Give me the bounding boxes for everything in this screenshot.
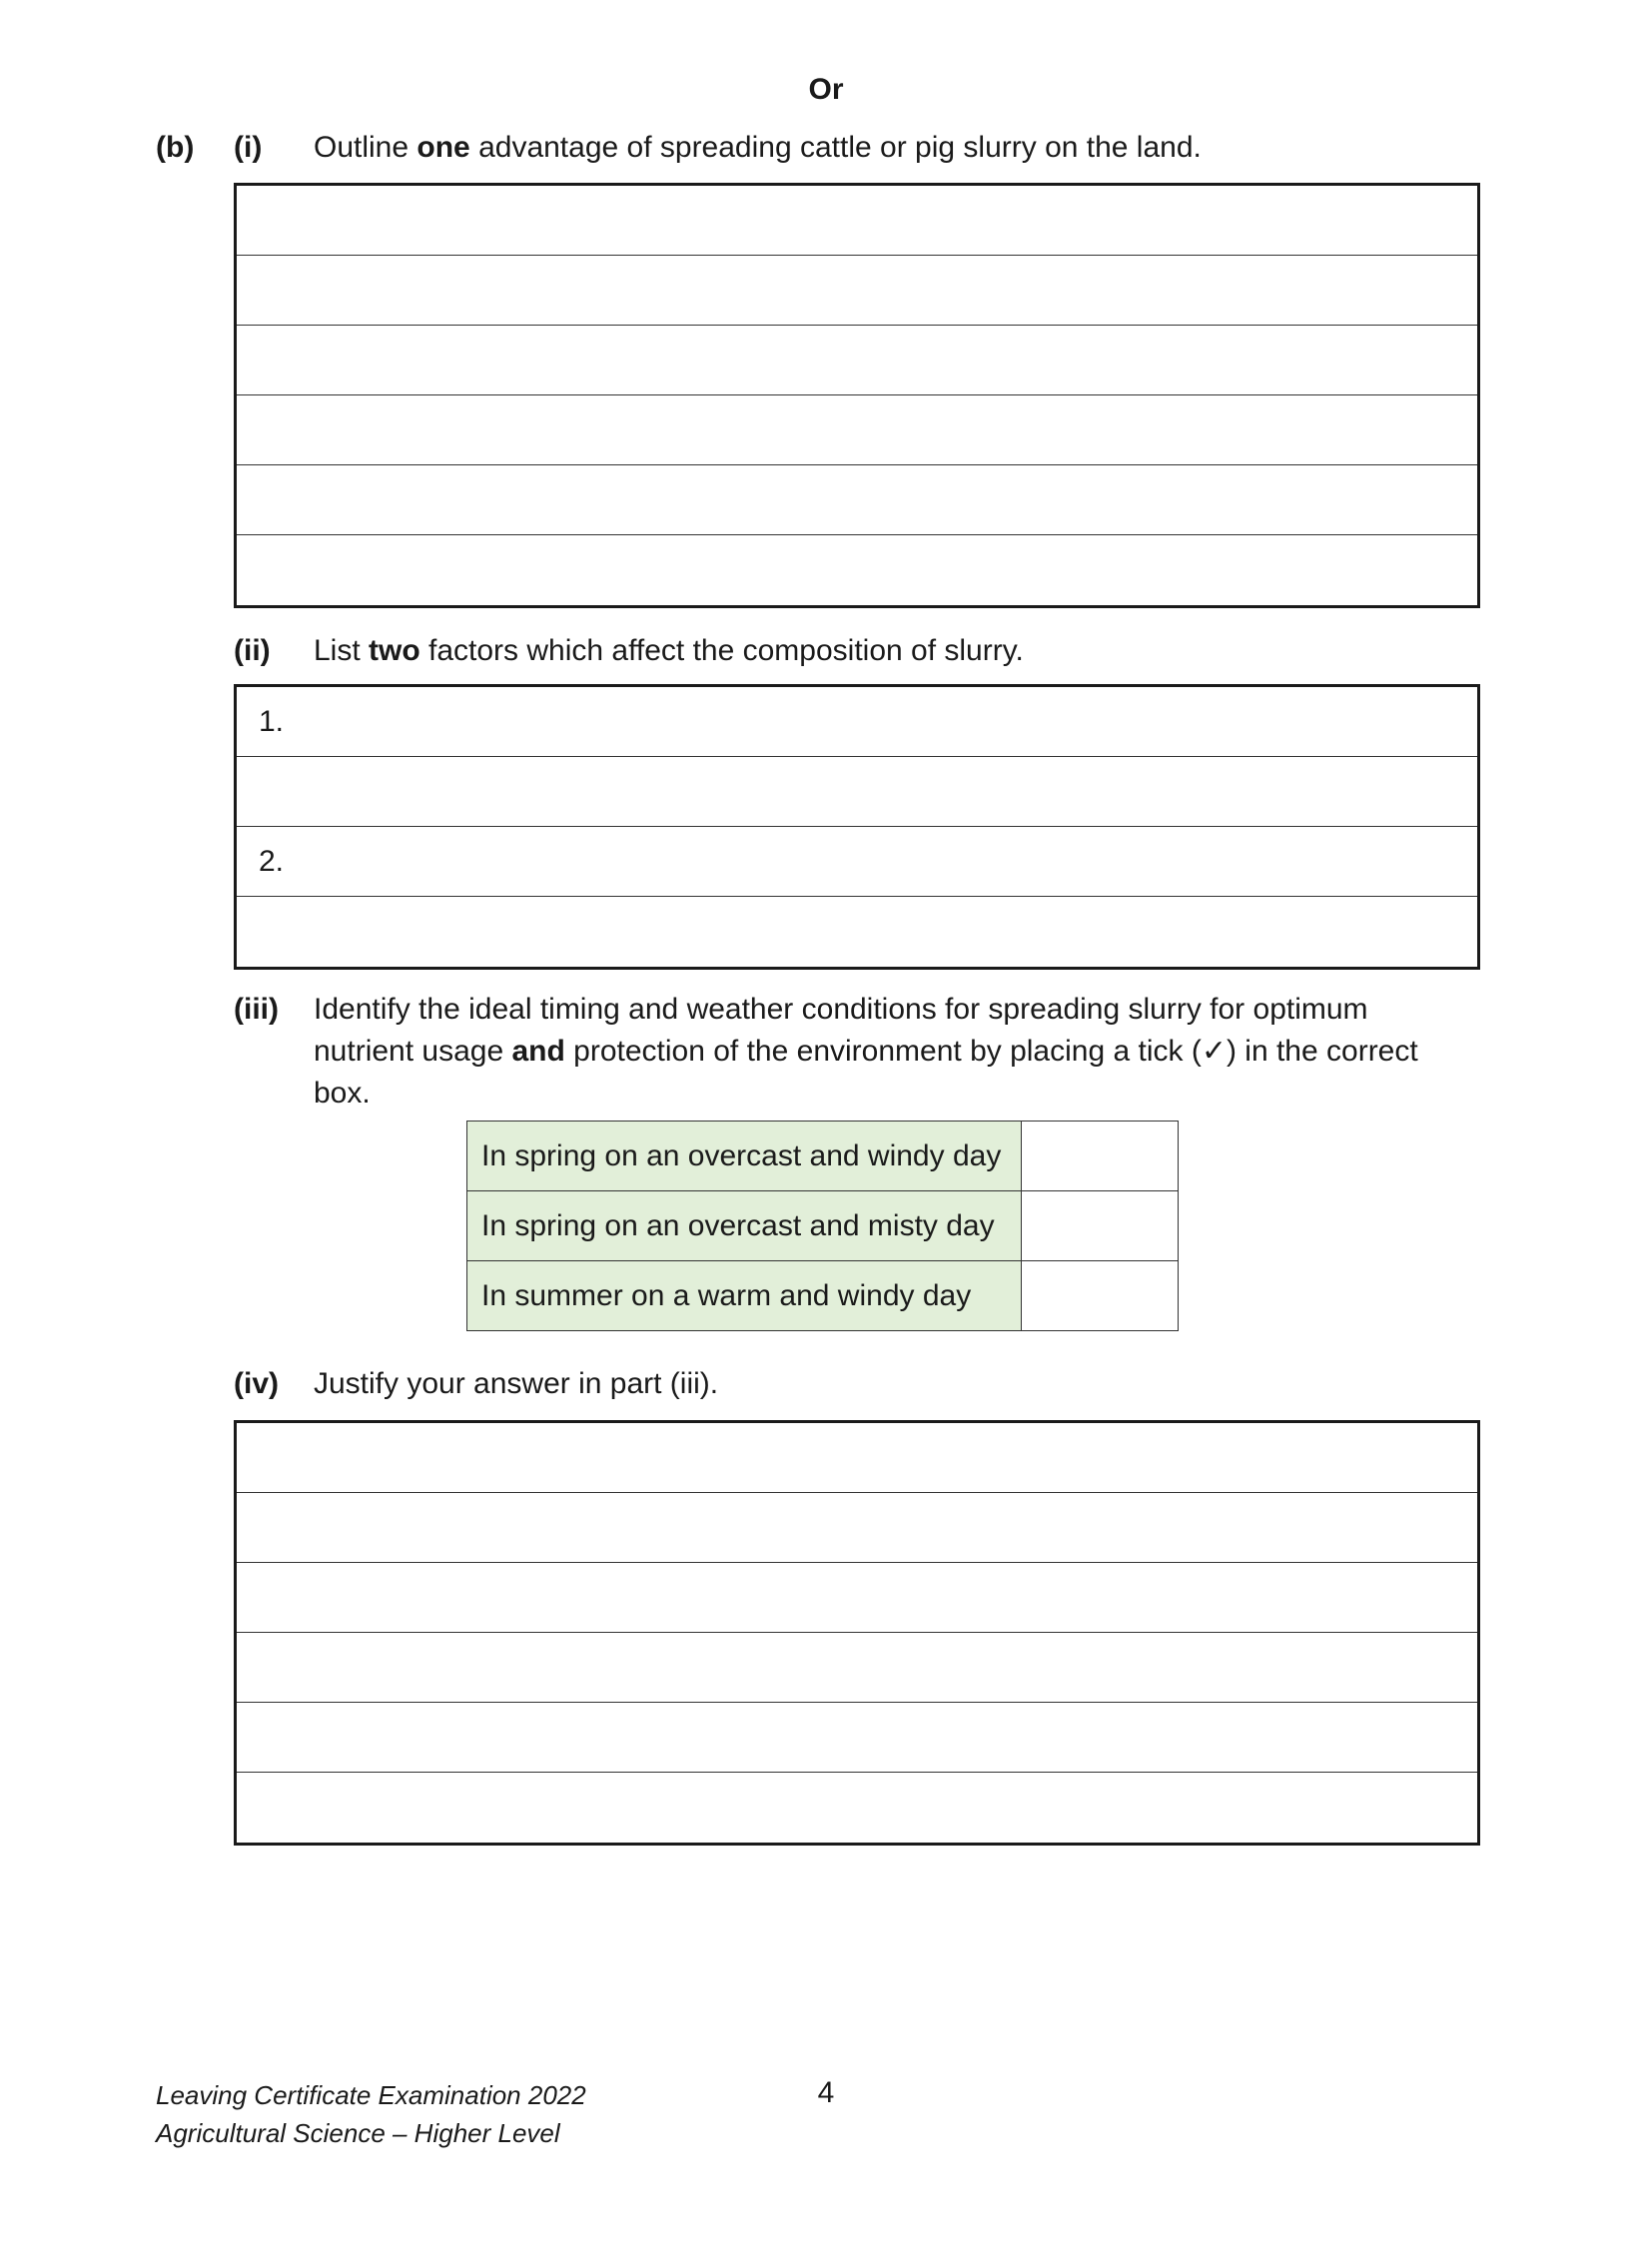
- answer-line[interactable]: [237, 535, 1477, 605]
- question-ii-text-bold: two: [369, 634, 420, 667]
- question-iv-text: Justify your answer in part (iii).: [314, 1367, 719, 1400]
- answer-box-iv[interactable]: [234, 1420, 1480, 1846]
- tick-box[interactable]: [1022, 1122, 1179, 1191]
- question-iv-number: (iv): [234, 1367, 279, 1400]
- question-ii-text-pre: List: [314, 634, 370, 667]
- question-iii-line-2-bold: and: [511, 1035, 565, 1068]
- answer-line[interactable]: [237, 897, 1477, 967]
- question-i-text-post: advantage of spreading cattle or pig slurry on the land.: [469, 131, 1202, 164]
- question-iii-line-1: Identify the ideal timing and weather conditions for spreading slurry for optimum: [314, 993, 1368, 1026]
- or-heading: Or: [808, 73, 844, 106]
- answer-line[interactable]: [237, 1703, 1477, 1773]
- question-ii-number: (ii): [234, 634, 271, 667]
- answer-line[interactable]: [237, 1633, 1477, 1703]
- page-number: 4: [817, 2076, 835, 2109]
- answer-line[interactable]: [237, 827, 1477, 897]
- question-i-number: (i): [234, 131, 263, 164]
- question-iii-line-2: [314, 1034, 1418, 1070]
- answer-line[interactable]: [237, 326, 1477, 395]
- answer-line[interactable]: [237, 1773, 1477, 1843]
- answer-line[interactable]: [237, 1423, 1477, 1493]
- answer-line[interactable]: [237, 186, 1477, 256]
- answer-line[interactable]: [237, 687, 1477, 757]
- answer-box-ii[interactable]: [234, 684, 1480, 970]
- option-label: In spring on an overcast and misty day: [467, 1191, 1022, 1261]
- answer-line[interactable]: [237, 256, 1477, 326]
- question-ii-text-post: factors which affect the composition of slurry.: [419, 634, 1024, 667]
- footer-exam-title: Leaving Certificate Examination 2022: [156, 2080, 586, 2110]
- tick-box[interactable]: [1022, 1261, 1179, 1331]
- part-b-label: (b): [156, 131, 195, 164]
- footer-subject: Agricultural Science – Higher Level: [156, 2118, 560, 2148]
- tick-box-table: [466, 1121, 1179, 1331]
- tick-option-row: [467, 1191, 1179, 1261]
- tick-option-row: [467, 1261, 1179, 1331]
- question-i-text-pre: Outline: [314, 131, 417, 164]
- answer-line[interactable]: [237, 757, 1477, 827]
- option-label: In spring on an overcast and windy day: [467, 1122, 1022, 1191]
- tick-box[interactable]: [1022, 1191, 1179, 1261]
- answer-line[interactable]: [237, 395, 1477, 465]
- question-iii-number: (iii): [234, 993, 279, 1026]
- option-label: In summer on a warm and windy day: [467, 1261, 1022, 1331]
- tick-option-row: [467, 1122, 1179, 1191]
- question-iii-line-2-pre: nutrient usage: [314, 1035, 512, 1068]
- question-i-text: [314, 130, 1202, 166]
- question-ii-text: [314, 633, 1024, 669]
- question-i-text-bold: one: [416, 131, 470, 164]
- answer-box-i[interactable]: [234, 183, 1480, 608]
- question-iii-line-2-post: protection of the environment by placing a tick (✓) in the correct: [564, 1035, 1418, 1068]
- answer-line[interactable]: [237, 465, 1477, 535]
- answer-line[interactable]: [237, 1563, 1477, 1633]
- answer-line[interactable]: [237, 1493, 1477, 1563]
- factor-2-number: 2.: [259, 845, 285, 878]
- factor-1-number: 1.: [259, 705, 285, 738]
- question-iii-line-3: box.: [314, 1077, 371, 1110]
